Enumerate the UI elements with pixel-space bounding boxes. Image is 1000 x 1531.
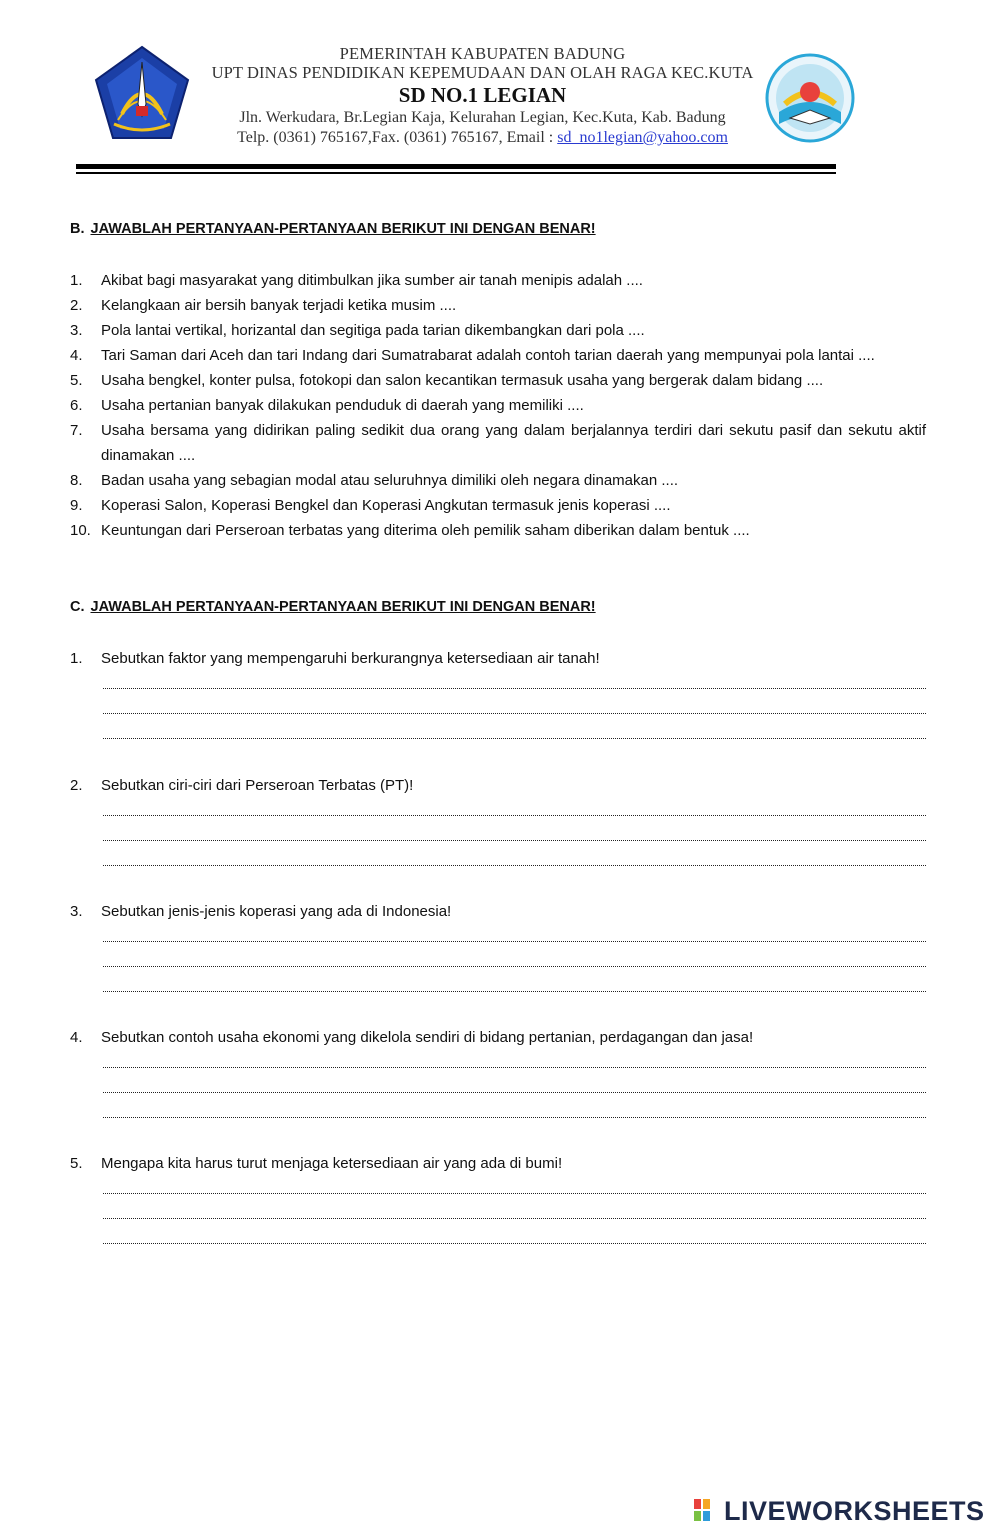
answer-line[interactable] [103, 798, 926, 823]
essay-question-5 [70, 1152, 926, 1251]
essay-question-1 [70, 647, 926, 746]
question-number: 2. [70, 777, 83, 794]
list-item [70, 368, 926, 393]
question-text: Usaha bersama yang didirikan paling sedikit dua orang yang dalam berjalannya terdiri dari sekutu pasif dan sekutu aktif dinamakan .... [101, 422, 926, 464]
list-item [70, 468, 926, 493]
question-number: 4. [70, 1029, 83, 1046]
answer-line[interactable] [103, 974, 926, 999]
section-c-heading: JAWABLAH PERTANYAAN-PERTANYAAN BERIKUT INI DENGAN BENAR! [90, 599, 596, 615]
school-contact [190, 128, 775, 148]
answer-line[interactable] [103, 721, 926, 746]
question-number: 6. [70, 397, 83, 414]
letterhead-divider-thin [76, 172, 836, 174]
badung-regency-emblem-icon [92, 44, 192, 144]
question-text: Usaha bengkel, konter pulsa, fotokopi dan salon kecantikan termasuk usaha yang bergerak dalam bidang .... [101, 372, 824, 389]
letterhead-divider-thick [76, 164, 836, 169]
question-text: Usaha pertanian banyak dilakukan penduduk di daerah yang memiliki .... [101, 397, 584, 414]
list-item [70, 647, 926, 671]
question-text: Kelangkaan air bersih banyak terjadi ketika musim .... [101, 297, 457, 314]
list-item [70, 393, 926, 418]
question-text: Badan usaha yang sebagian modal atau seluruhnya dimiliki oleh negara dinamakan .... [101, 472, 679, 489]
list-item [70, 518, 926, 543]
contact-prefix: Telp. (0361) 765167,Fax. (0361) 765167, Email : [237, 129, 558, 146]
question-number: 8. [70, 472, 83, 489]
list-item [70, 493, 926, 518]
essay-question-3 [70, 900, 926, 999]
list-item [70, 268, 926, 293]
question-text: Tari Saman dari Aceh dan tari Indang dari Sumatrabarat adalah contoh tarian daerah yang mempunyai pola lantai .... [101, 347, 875, 364]
question-number: 7. [70, 422, 83, 439]
question-text: Pola lantai vertikal, horizantal dan segitiga pada tarian dikembangkan dari pola .... [101, 322, 645, 339]
liveworksheets-logo-icon [694, 1499, 720, 1523]
question-text: Akibat bagi masyarakat yang ditimbulkan jika sumber air tanah menipis adalah .... [101, 272, 643, 289]
list-item [70, 318, 926, 343]
question-text: Sebutkan ciri-ciri dari Perseroan Terbatas (PT)! [101, 777, 414, 794]
letterhead-text [190, 44, 775, 148]
department-name: UPT DINAS PENDIDIKAN KEPEMUDAAN DAN OLAH RAGA KEC.KUTA [211, 63, 754, 82]
school-name: SD NO.1 LEGIAN [398, 83, 567, 107]
section-b-question-list [70, 268, 926, 543]
liveworksheets-wordmark: LIVEWORKSHEETS [724, 1496, 985, 1526]
answer-line[interactable] [103, 848, 926, 873]
question-number: 5. [70, 372, 83, 389]
answer-line[interactable] [103, 1201, 926, 1226]
list-item [70, 1026, 926, 1050]
list-item [70, 343, 926, 368]
question-text: Sebutkan faktor yang mempengaruhi berkurangnya ketersediaan air tanah! [101, 650, 600, 667]
government-name: PEMERINTAH KABUPATEN BADUNG [339, 44, 626, 63]
question-number: 5. [70, 1155, 83, 1172]
question-number: 4. [70, 347, 83, 364]
section-c-letter: C. [70, 599, 85, 615]
list-item [70, 418, 926, 468]
answer-line[interactable] [103, 924, 926, 949]
section-b-title [70, 221, 596, 237]
school-address: Jln. Werkudara, Br.Legian Kaja, Kelurahan Legian, Kec.Kuta, Kab. Badung [239, 109, 726, 126]
answer-line[interactable] [103, 1176, 926, 1201]
letterhead [0, 0, 1000, 185]
question-number: 1. [70, 272, 83, 289]
section-b-letter: B. [70, 221, 85, 237]
question-number: 10. [70, 522, 91, 539]
question-number: 3. [70, 322, 83, 339]
answer-line[interactable] [103, 949, 926, 974]
answer-line[interactable] [103, 1100, 926, 1125]
list-item [70, 900, 926, 924]
question-text: Keuntungan dari Perseroan terbatas yang diterima oleh pemilik saham diberikan dalam bentuk .... [101, 522, 750, 539]
question-number: 1. [70, 650, 83, 667]
answer-line[interactable] [103, 1226, 926, 1251]
school-logo-icon [765, 52, 855, 144]
question-text: Sebutkan contoh usaha ekonomi yang dikelola sendiri di bidang pertanian, perdagangan dan jasa! [101, 1029, 754, 1046]
question-number: 9. [70, 497, 83, 514]
question-text: Sebutkan jenis-jenis koperasi yang ada di Indonesia! [101, 903, 452, 920]
section-c-title [70, 599, 596, 615]
list-item [70, 774, 926, 798]
list-item [70, 293, 926, 318]
answer-line[interactable] [103, 1050, 926, 1075]
question-text: Mengapa kita harus turut menjaga ketersediaan air yang ada di bumi! [101, 1155, 563, 1172]
question-number: 2. [70, 297, 83, 314]
essay-question-2 [70, 774, 926, 873]
liveworksheets-brand[interactable] [694, 1497, 994, 1525]
answer-line[interactable] [103, 823, 926, 848]
answer-line[interactable] [103, 1075, 926, 1100]
list-item [70, 1152, 926, 1176]
section-b-heading: JAWABLAH PERTANYAAN-PERTANYAAN BERIKUT INI DENGAN BENAR! [90, 221, 596, 237]
answer-line[interactable] [103, 671, 926, 696]
answer-line[interactable] [103, 696, 926, 721]
question-number: 3. [70, 903, 83, 920]
email-link[interactable]: sd_no1legian@yahoo.com [557, 129, 728, 146]
essay-question-4 [70, 1026, 926, 1125]
question-text: Koperasi Salon, Koperasi Bengkel dan Koperasi Angkutan termasuk jenis koperasi .... [101, 497, 671, 514]
